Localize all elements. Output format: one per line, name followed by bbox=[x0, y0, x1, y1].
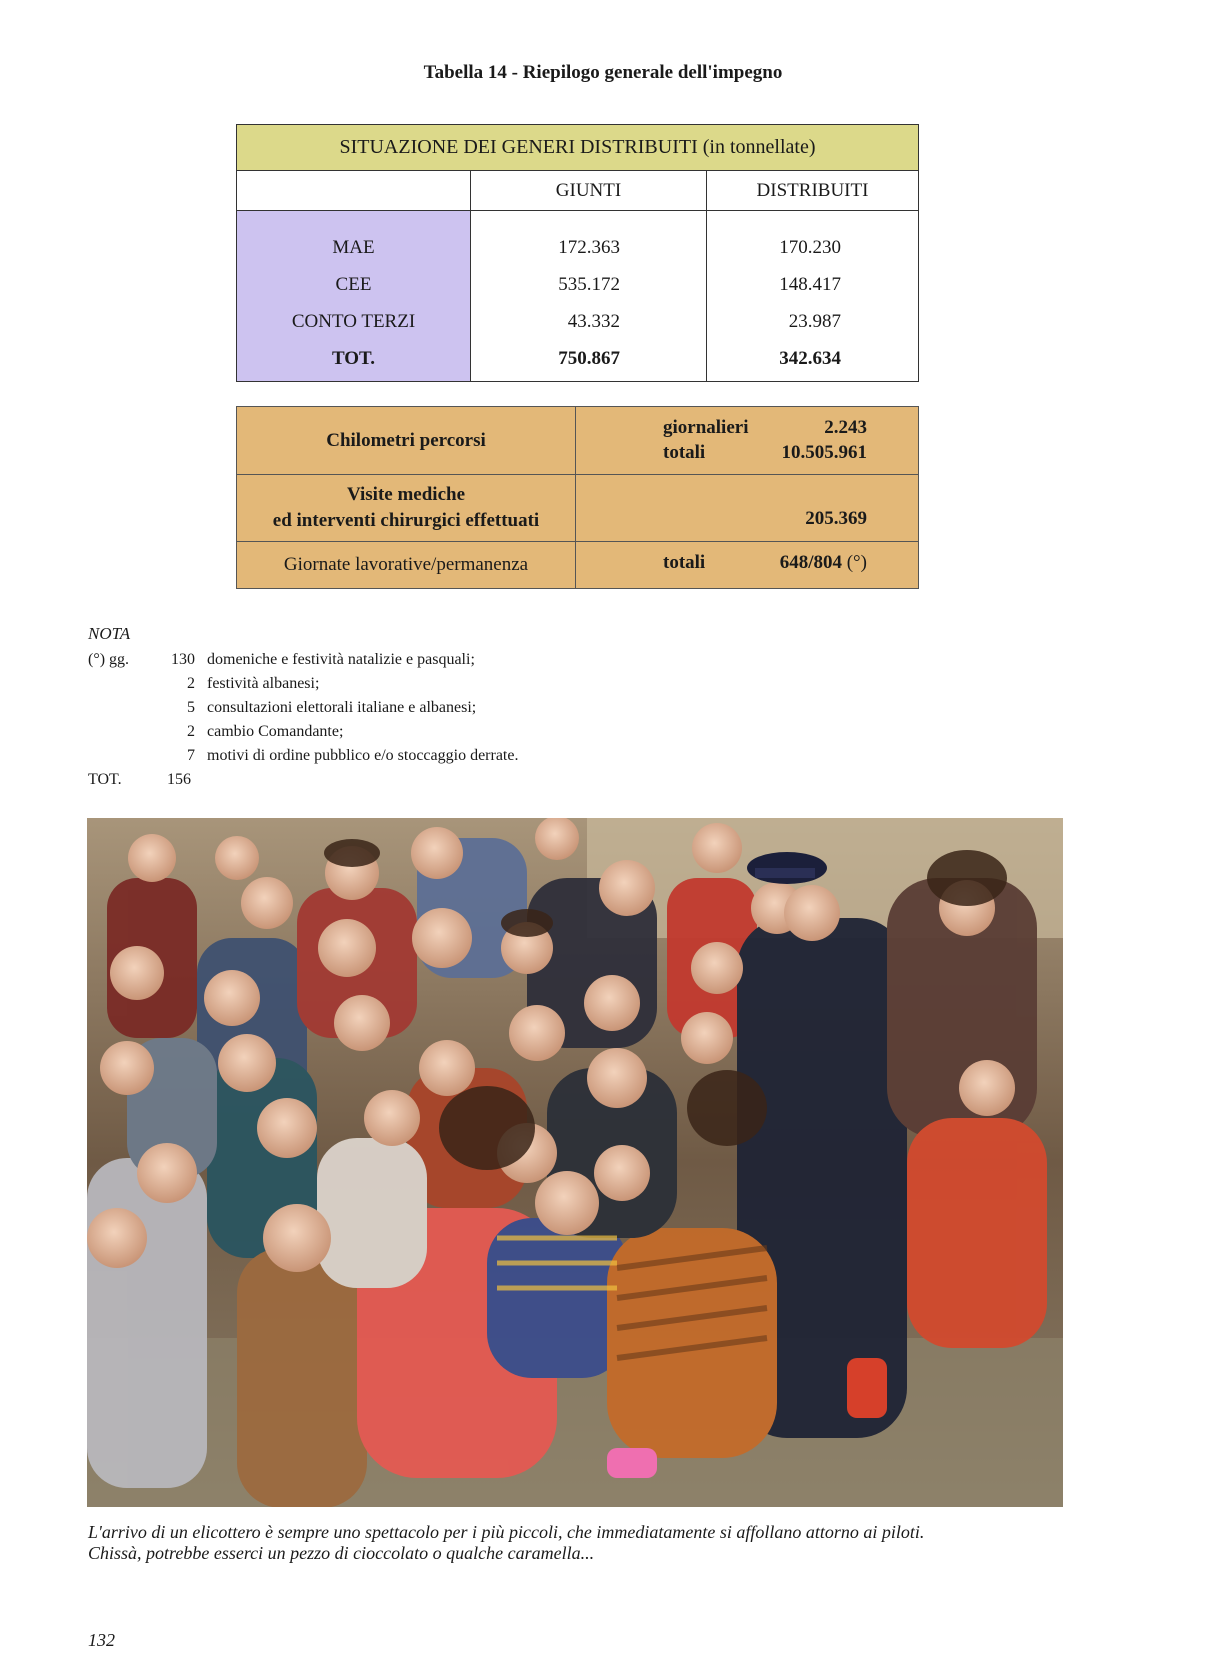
distributed-total: 342.634 bbox=[779, 348, 841, 369]
received-value: 535.172 bbox=[558, 274, 620, 295]
km-total-label: totali bbox=[663, 442, 706, 463]
table-title: Tabella 14 - Riepilogo generale dell'impegno bbox=[423, 62, 783, 83]
note-total-row bbox=[0, 768, 1206, 792]
note-row bbox=[0, 648, 1206, 672]
col-header-received: GIUNTI bbox=[471, 171, 707, 210]
children-crowd-photo bbox=[87, 818, 1063, 1507]
distributed-value: 148.417 bbox=[779, 274, 841, 295]
km-values bbox=[576, 407, 918, 474]
row-labels-column bbox=[237, 211, 471, 381]
note-num: 5 bbox=[187, 699, 195, 716]
received-value: 172.363 bbox=[558, 237, 620, 258]
distributed-column bbox=[707, 211, 918, 381]
caption-line2: Chissà, potrebbe esserci un pezzo di cioccolato o qualche caramella... bbox=[88, 1543, 595, 1563]
km-total-value: 10.505.961 bbox=[781, 442, 867, 463]
days-total-label: totali bbox=[663, 552, 706, 573]
km-daily-label: giornalieri bbox=[663, 417, 749, 438]
empty-header-cell bbox=[237, 171, 471, 210]
col-header-distributed: DISTRIBUITI bbox=[756, 179, 869, 201]
note-row bbox=[0, 696, 1206, 720]
note-num: 2 bbox=[187, 675, 195, 692]
note-text: cambio Comandante; bbox=[207, 723, 344, 740]
note-num: 7 bbox=[187, 747, 195, 764]
days-values bbox=[576, 542, 918, 588]
note-text: consultazioni elettorali italiane e albanesi; bbox=[207, 699, 477, 716]
row-label: CONTO TERZI bbox=[291, 311, 416, 332]
visits-value: 205.369 bbox=[805, 508, 867, 529]
note-text: motivi di ordine pubblico e/o stoccaggio derrate. bbox=[207, 747, 519, 764]
days-note-mark: (°) bbox=[846, 552, 867, 573]
received-total: 750.867 bbox=[558, 348, 620, 369]
note-text: domeniche e festività natalizie e pasquali; bbox=[207, 651, 475, 668]
page-number: 132 bbox=[88, 1630, 115, 1650]
goods-table-header-main: SITUAZIONE DEI GENERI DISTRIBUITI bbox=[339, 136, 698, 158]
note-row bbox=[0, 672, 1206, 696]
received-column bbox=[471, 211, 707, 381]
distributed-value: 23.987 bbox=[788, 311, 841, 332]
note-total-value: 156 bbox=[167, 771, 191, 788]
days-row bbox=[237, 542, 918, 588]
days-label: Giornate lavorative/permanenza bbox=[237, 542, 576, 588]
note-heading: NOTA bbox=[88, 624, 131, 643]
note-row bbox=[0, 720, 1206, 744]
row-label: MAE bbox=[332, 237, 375, 258]
goods-table-column-headers bbox=[237, 171, 918, 211]
activity-summary-table bbox=[236, 406, 919, 589]
goods-table-body bbox=[237, 211, 918, 381]
visits-label bbox=[237, 475, 576, 541]
goods-table-header-unit: (in tonnellate) bbox=[702, 136, 816, 158]
row-label: CEE bbox=[335, 274, 372, 295]
km-row bbox=[237, 407, 918, 475]
note-text: festività albanesi; bbox=[207, 675, 320, 692]
received-value: 43.332 bbox=[567, 311, 620, 332]
goods-distribution-table bbox=[236, 124, 919, 382]
note-num: 2 bbox=[187, 723, 195, 740]
note-prefix: (°) gg. bbox=[88, 651, 130, 668]
days-value: 648/804 bbox=[779, 552, 842, 573]
visits-label-line2: ed interventi chirurgici effettuati bbox=[272, 510, 540, 531]
note-total-label: TOT. bbox=[88, 771, 122, 788]
days-value-group bbox=[780, 552, 867, 574]
km-label: Chilometri percorsi bbox=[237, 407, 576, 474]
goods-table-header bbox=[237, 125, 918, 171]
caption-line1: L'arrivo di un elicottero è sempre uno spettacolo per i più piccoli, che immediatamente si affollano attorno ai piloti. bbox=[88, 1522, 925, 1542]
total-label: TOT. bbox=[331, 348, 376, 369]
distributed-value: 170.230 bbox=[779, 237, 841, 258]
note-num: 130 bbox=[171, 651, 195, 668]
note-row bbox=[0, 744, 1206, 768]
km-daily-value: 2.243 bbox=[824, 417, 867, 438]
visits-row bbox=[237, 475, 918, 542]
visits-label-line1: Visite mediche bbox=[346, 484, 466, 505]
photo-caption bbox=[88, 1522, 924, 1564]
visits-values bbox=[576, 475, 918, 541]
